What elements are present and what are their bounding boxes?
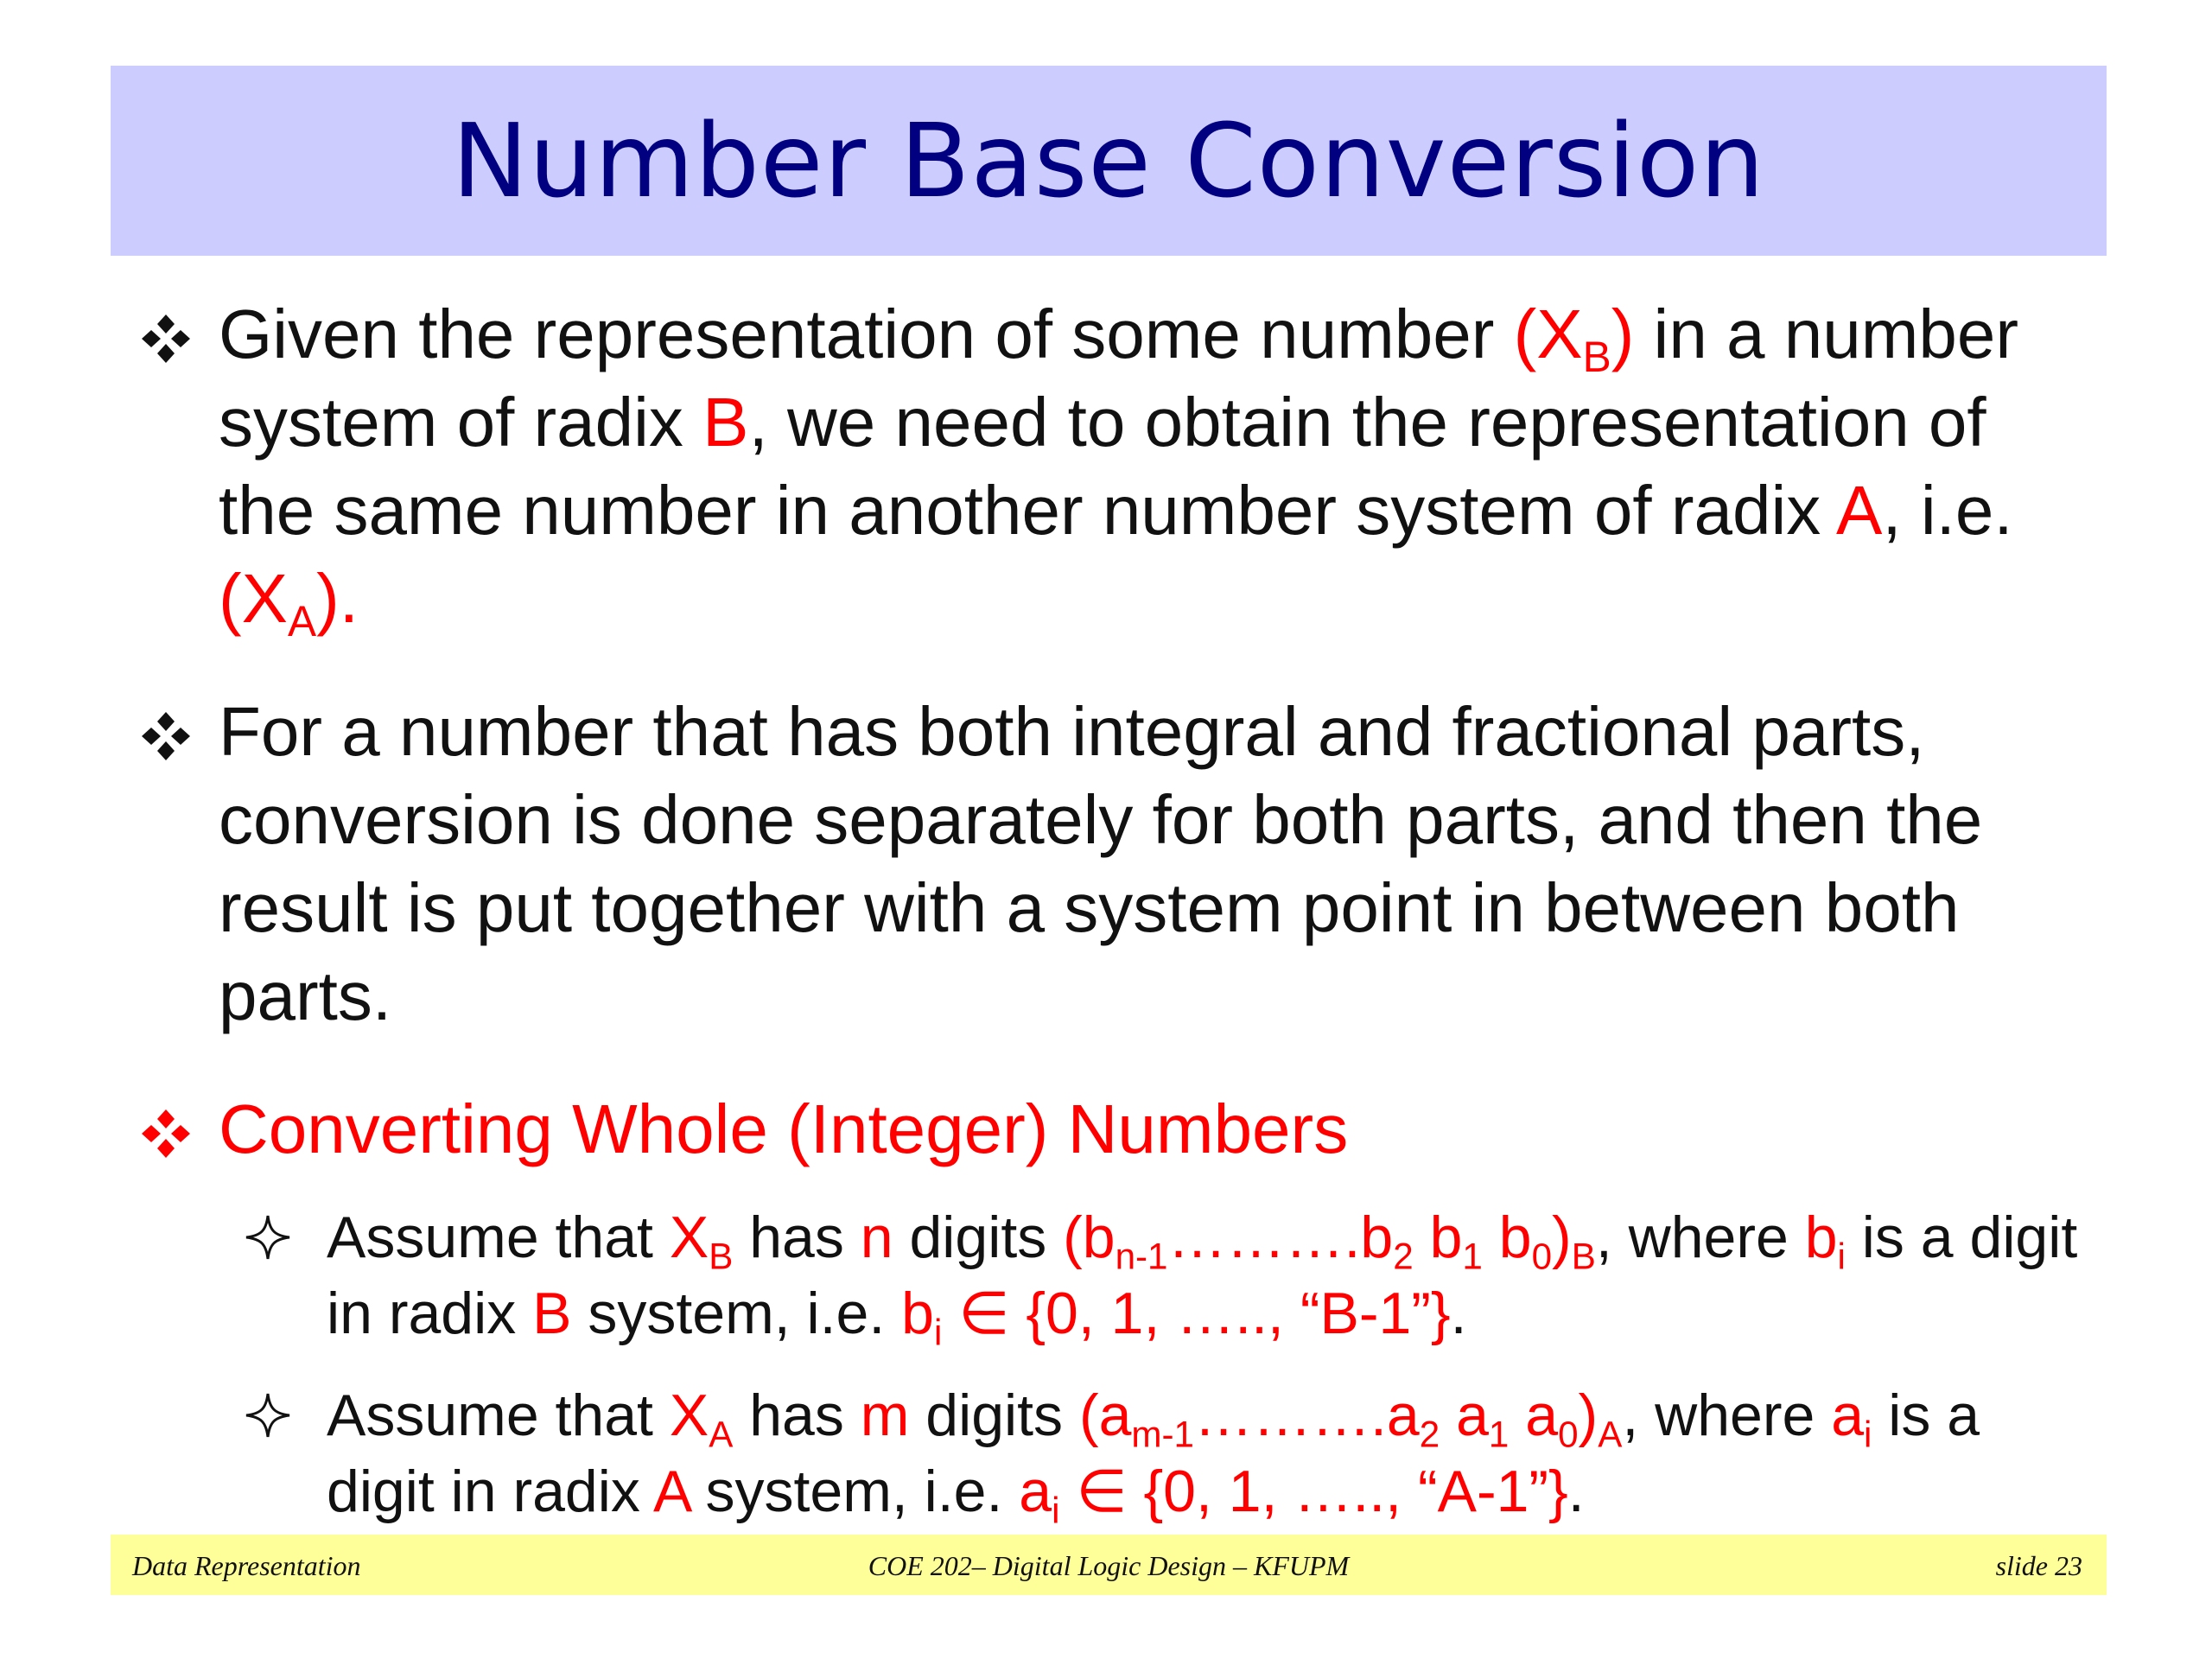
sub-item-xb-digits bbox=[138, 1199, 2091, 1351]
title-banner bbox=[111, 66, 2107, 256]
slide-content bbox=[138, 290, 2091, 1529]
footer-topic: Data Representation bbox=[132, 1550, 361, 1581]
slide-footer bbox=[111, 1535, 2107, 1595]
bullet-item-representation bbox=[138, 290, 2091, 643]
four-diamond-bullet-icon bbox=[138, 1106, 194, 1161]
four-point-star-outline-icon bbox=[244, 1391, 292, 1440]
sub-item-xa-digits bbox=[138, 1377, 2091, 1529]
sub1-text: Assume that $X_B$ has n digits ($b_{n-1}\dots\dots\dots.b_2$ $b_1$ $b_0)_B$, where $b_i$ is a digit in radix B system, i.e. $b_i$ ∈ {0, 1, ….., “B-1”}. bbox=[327, 1205, 2078, 1353]
slide-title: Number Base Conversion bbox=[452, 101, 1765, 220]
four-point-star-outline-icon bbox=[244, 1213, 292, 1262]
footer-slide-number: slide 23 bbox=[1995, 1550, 2082, 1581]
bullet3-heading: Converting Whole (Integer) Numbers bbox=[219, 1090, 1349, 1167]
bullet1-text: Given the representation of some number $(X_B)$ in a number system of radix B, we need to obtain the representation of the same number in another number system of radix A, i.e. $(X_A)$. bbox=[219, 296, 2019, 645]
sub2-text: Assume that $X_A$ has m digits ($a_{m-1}\dots\dots\dots.a_2$ $a_1$ $a_0)_A$, where $a_i$ is a digit in radix A system, i.e. $a_i$ ∈ {0, 1, ….., “A-1”}. bbox=[327, 1382, 1980, 1531]
bullet-item-fractional-parts bbox=[138, 688, 2091, 1040]
footer-course: COE 202– Digital Logic Design – KFUPM bbox=[868, 1550, 1350, 1581]
bullet-item-converting-whole bbox=[138, 1085, 2091, 1173]
four-diamond-bullet-icon bbox=[138, 311, 194, 366]
bullet2-text: For a number that has both integral and fractional parts, conversion is done separately for both parts, and then the result is put together with a system point in between both parts. bbox=[219, 693, 1983, 1034]
four-diamond-bullet-icon bbox=[138, 709, 194, 764]
